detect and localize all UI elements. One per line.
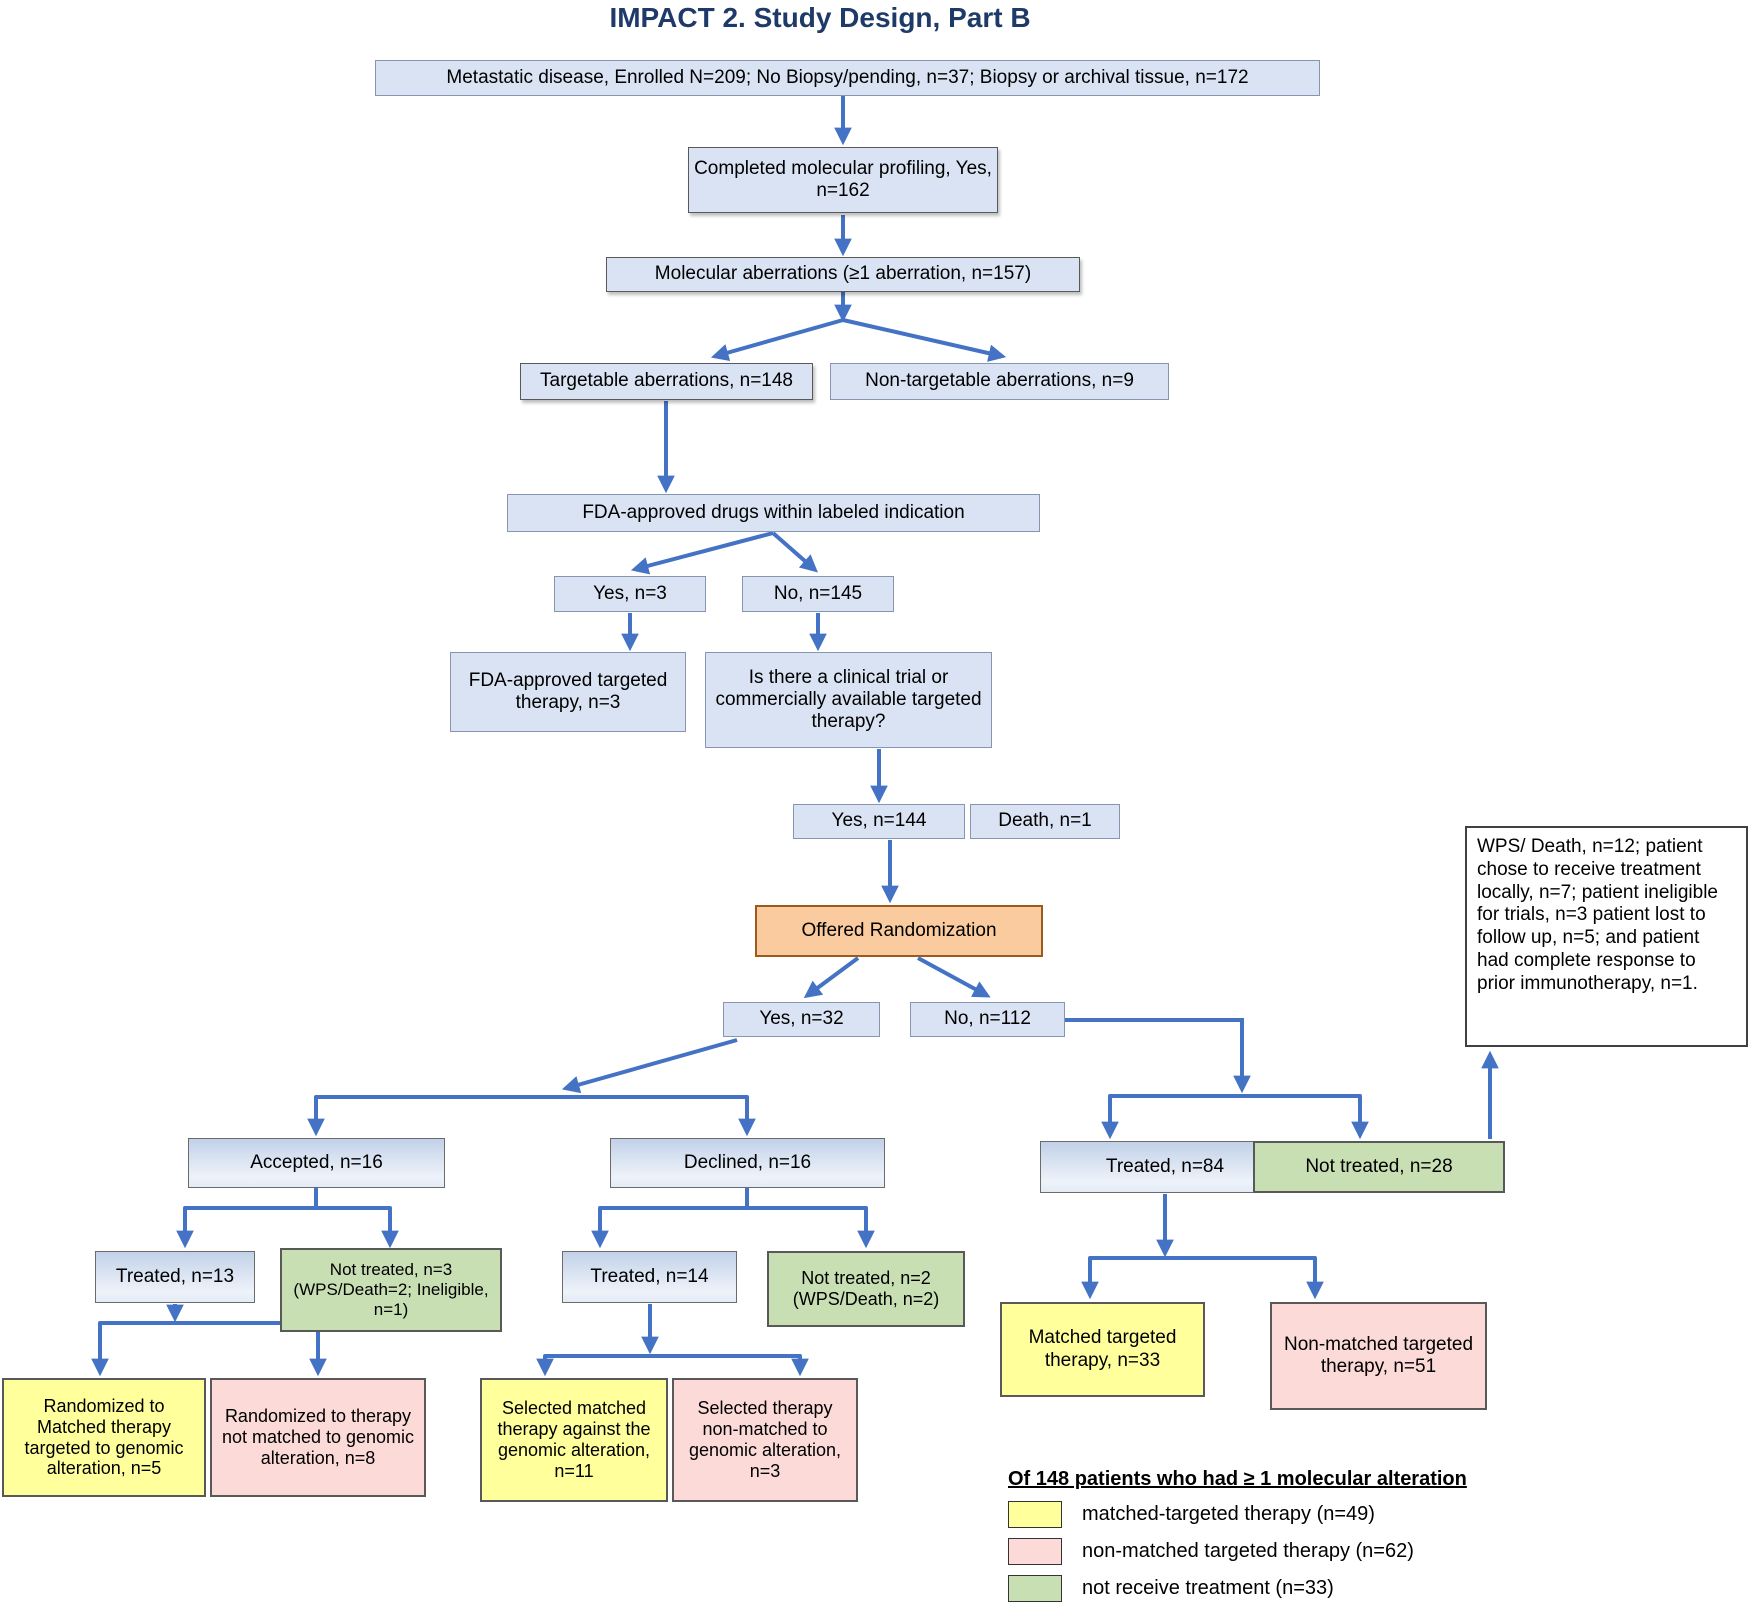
legend-item-matched — [1008, 1501, 1467, 1528]
node-no-rand-treated: Treated, n=84 — [1040, 1141, 1290, 1193]
node-non-targetable-aberrations: Non-targetable aberrations, n=9 — [830, 363, 1169, 400]
node-declined: Declined, n=16 — [610, 1138, 885, 1188]
node-molecular-aberrations: Molecular aberrations (≥1 aberration, n=157) — [606, 257, 1080, 292]
node-declined-treated: Treated, n=14 — [562, 1251, 737, 1303]
node-death: Death, n=1 — [970, 804, 1120, 839]
node-trial-yes: Yes, n=144 — [793, 804, 965, 839]
node-fda-no: No, n=145 — [742, 576, 894, 612]
node-accepted: Accepted, n=16 — [188, 1138, 445, 1188]
node-non-matched-targeted-therapy: Non-matched targeted therapy, n=51 — [1270, 1302, 1487, 1410]
legend-label: not receive treatment (n=33) — [1082, 1577, 1334, 1599]
legend-label: matched-targeted therapy (n=49) — [1082, 1503, 1375, 1525]
node-enrolled: Metastatic disease, Enrolled N=209; No Biopsy/pending, n=37; Biopsy or archival tissue, n=172 — [375, 60, 1320, 96]
node-randomization-no: No, n=112 — [910, 1002, 1065, 1037]
node-randomized-not-matched: Randomized to therapy not matched to genomic alteration, n=8 — [210, 1378, 426, 1497]
page-title: IMPACT 2. Study Design, Part B — [609, 2, 1031, 33]
legend-item-not-treated — [1008, 1575, 1467, 1602]
node-randomized-matched: Randomized to Matched therapy targeted to genomic alteration, n=5 — [2, 1378, 206, 1497]
node-no-rand-not-treated: Not treated, n=28 — [1253, 1141, 1505, 1193]
node-accepted-not-treated: Not treated, n=3 (WPS/Death=2; Ineligible, n=1) — [280, 1248, 502, 1332]
node-selected-not-matched: Selected therapy non-matched to genomic alteration, n=3 — [672, 1378, 858, 1502]
node-matched-targeted-therapy: Matched targeted therapy, n=33 — [1000, 1302, 1205, 1397]
node-fda-approved-drugs: FDA-approved drugs within labeled indication — [507, 494, 1040, 532]
legend-item-non-matched — [1008, 1538, 1467, 1565]
node-fda-targeted-therapy: FDA-approved targeted therapy, n=3 — [450, 652, 686, 732]
node-fda-yes: Yes, n=3 — [554, 576, 706, 612]
node-randomization-yes: Yes, n=32 — [723, 1002, 880, 1037]
node-selected-matched: Selected matched therapy against the genomic alteration, n=11 — [480, 1378, 668, 1502]
legend-swatch-yellow — [1008, 1501, 1062, 1528]
legend — [1008, 1468, 1467, 1602]
legend-heading: Of 148 patients who had ≥ 1 molecular alteration — [1008, 1468, 1467, 1490]
legend-swatch-pink — [1008, 1538, 1062, 1565]
node-offered-randomization: Offered Randomization — [755, 905, 1043, 957]
node-declined-not-treated: Not treated, n=2 (WPS/Death, n=2) — [767, 1251, 965, 1327]
node-completed-profiling: Completed molecular profiling, Yes, n=162 — [688, 147, 998, 213]
note-not-treated-reasons: WPS/ Death, n=12; patient chose to receive treatment locally, n=7; patient ineligible for trials, n=3 patient lost to follow up, n=5; and patient had complete response to prior immunotherapy, n=1. — [1465, 826, 1748, 1047]
legend-swatch-green — [1008, 1575, 1062, 1602]
node-clinical-trial-question: Is there a clinical trial or commercially available targeted therapy? — [705, 652, 992, 748]
node-accepted-treated: Treated, n=13 — [95, 1251, 255, 1303]
legend-label: non-matched targeted therapy (n=62) — [1082, 1540, 1414, 1562]
node-targetable-aberrations: Targetable aberrations, n=148 — [520, 363, 813, 400]
